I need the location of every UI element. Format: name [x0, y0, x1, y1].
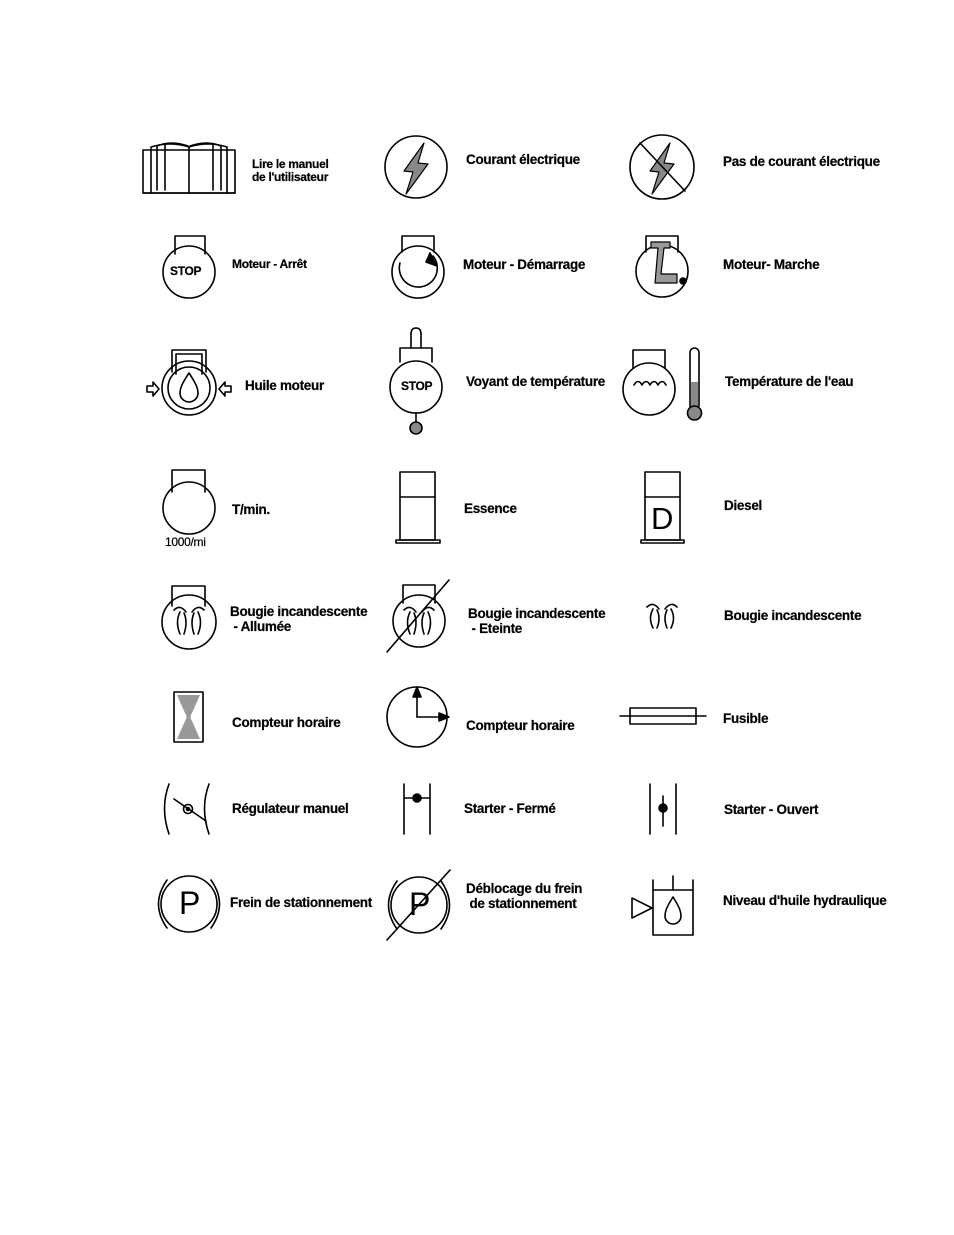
symbol-label: Starter - Ouvert	[724, 802, 819, 817]
choke-open-icon	[650, 784, 676, 834]
symbol-label: Compteur horaire	[466, 718, 575, 733]
symbol-label: Déblocage du frein de stationnement	[466, 881, 583, 911]
symbol-label: Régulateur manuel	[232, 801, 349, 816]
symbol-label: Lire le manuel de l'utilisateur	[252, 157, 329, 184]
fuse-icon	[620, 708, 706, 724]
symbol-label: Courant électrique	[466, 152, 580, 167]
symbol-label: Moteur - Démarrage	[463, 257, 586, 272]
glow-plug-icon	[647, 604, 677, 628]
symbol-label: Fusible	[723, 711, 769, 726]
symbol-label: Frein de stationnement	[230, 895, 372, 910]
engine-oil-icon	[147, 350, 231, 415]
parking-brake-p-letter: P	[179, 885, 201, 921]
symbol-label: Moteur- Marche	[723, 257, 820, 272]
water-temperature-icon	[623, 348, 702, 420]
lightning-icon	[385, 136, 447, 198]
symbol-label: Bougie incandescente - Allumée	[230, 604, 368, 634]
manual-regulator-icon	[165, 784, 210, 834]
engine-run-icon	[636, 236, 688, 297]
symbol-label: Température de l'eau	[725, 374, 854, 389]
symbol-label: Bougie incandescente - Eteinte	[468, 606, 606, 636]
engine-start-icon	[392, 236, 444, 298]
symbol-label: Niveau d'huile hydraulique	[723, 893, 887, 908]
gasoline-pump-icon	[396, 472, 440, 543]
rpm-icon	[163, 470, 215, 534]
rpm-icon-text: 1000/mi	[165, 535, 206, 549]
glow-plug-on-icon	[162, 586, 216, 649]
symbol-label: Voyant de température	[466, 374, 605, 389]
temperature-warning-icon-text: STOP	[401, 379, 433, 393]
hourglass-icon	[174, 692, 203, 742]
symbol-label: Compteur horaire	[232, 715, 341, 730]
choke-closed-icon	[404, 784, 430, 834]
symbol-label: Bougie incandescente	[724, 608, 862, 623]
no-lightning-icon	[630, 135, 694, 199]
parking-brake-release-p-letter: P	[409, 886, 431, 922]
engine-stop-icon-text: STOP	[170, 264, 202, 278]
symbol-label: Pas de courant électrique	[723, 154, 880, 169]
symbol-label: Diesel	[724, 498, 762, 513]
hydraulic-oil-icon	[632, 876, 693, 935]
symbol-label: Moteur - Arrêt	[232, 257, 307, 271]
book-icon	[143, 143, 235, 193]
clock-icon	[387, 687, 449, 747]
symbol-label: Huile moteur	[245, 378, 324, 393]
symbol-label: T/min.	[232, 502, 270, 517]
glow-plug-off-icon	[387, 580, 449, 652]
diesel-d-letter: D	[651, 501, 674, 536]
symbol-label: Starter - Fermé	[464, 801, 556, 816]
symbol-label: Essence	[464, 501, 517, 516]
